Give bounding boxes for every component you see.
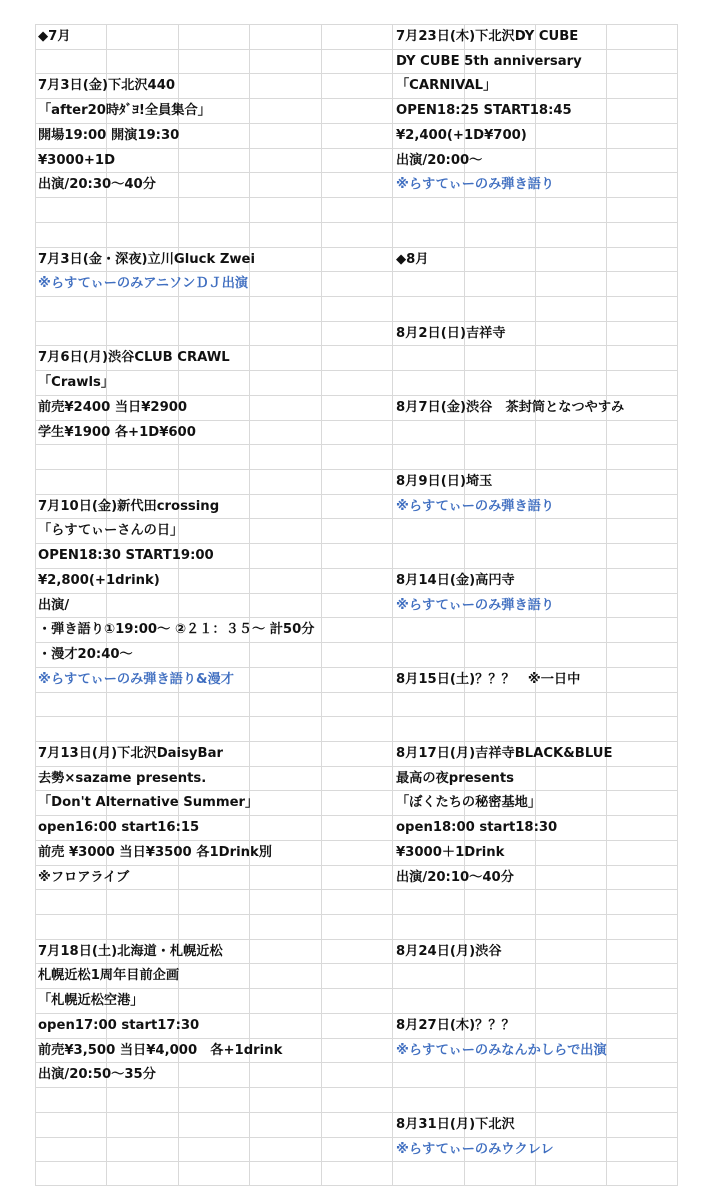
- right-column-cell[interactable]: 8月7日(金)渋谷 茶封筒となつやすみ: [396, 399, 625, 415]
- left-column-cell[interactable]: 出演/20:30〜40分: [38, 177, 156, 193]
- sheet-row: [35, 889, 678, 914]
- sheet-row: [35, 1062, 678, 1087]
- left-column-cell[interactable]: ◆7月: [38, 29, 71, 44]
- right-column-cell[interactable]: 8月27日(木)？？？: [396, 1017, 515, 1033]
- right-column-cell[interactable]: 8月17日(月)吉祥寺BLACK&BLUE: [396, 745, 613, 761]
- right-column-cell[interactable]: ¥2,400(+1D¥700): [396, 127, 527, 143]
- left-column-cell[interactable]: ※フロアライブ: [38, 869, 130, 885]
- sheet-row: [35, 988, 678, 1013]
- right-column-cell[interactable]: ※らすてぃーのみなんかしらで出演: [396, 1042, 607, 1058]
- right-column-cell[interactable]: ◆8月: [396, 251, 429, 267]
- right-column-cell[interactable]: 8月15日(土)？？？ ※一日中: [396, 671, 581, 687]
- left-column-cell[interactable]: 前売¥2400 当日¥2900: [38, 399, 188, 415]
- sheet-row: [35, 1112, 678, 1137]
- right-column-cell[interactable]: 「ぼくたちの秘密基地」: [396, 795, 542, 811]
- left-column-cell[interactable]: open17:00 start17:30: [38, 1017, 200, 1033]
- sheet-row: [35, 1013, 678, 1038]
- right-column-cell[interactable]: ※らすてぃーのみ弾き語り: [396, 498, 555, 514]
- sheet-row: [35, 790, 678, 815]
- left-column-cell[interactable]: 7月10日(金)新代田crossing: [38, 498, 220, 514]
- sheet-row: [35, 593, 678, 618]
- sheet-row: [35, 247, 678, 272]
- right-column-cell[interactable]: 出演/20:10〜40分: [396, 869, 514, 885]
- sheet-row: [35, 370, 678, 395]
- right-column-cell[interactable]: 8月2日(日)吉祥寺: [396, 325, 506, 341]
- left-column-cell[interactable]: 7月6日(月)渋谷CLUB CRAWL: [38, 350, 230, 366]
- sheet-row: [35, 271, 678, 296]
- sheet-row: [35, 395, 678, 420]
- left-column-cell[interactable]: 「after20時ﾀﾞﾖ!全員集合」: [38, 103, 211, 119]
- right-column-cell[interactable]: DY CUBE 5th anniversary: [396, 53, 582, 69]
- sheet-row: [35, 865, 678, 890]
- right-column-cell[interactable]: ¥3000＋1Drink: [396, 844, 505, 860]
- left-column-cell[interactable]: ・漫才20:40〜: [38, 647, 133, 663]
- right-column-cell[interactable]: 8月14日(金)高円寺: [396, 572, 515, 588]
- sheet-row: [35, 98, 678, 123]
- right-column-cell[interactable]: 最高の夜presents: [396, 770, 514, 786]
- sheet-row: [35, 667, 678, 692]
- left-column-cell[interactable]: 7月18日(土)北海道・札幌近松: [38, 943, 223, 959]
- sheet-row: [35, 543, 678, 568]
- sheet-row: [35, 939, 678, 964]
- sheet-row: [35, 345, 678, 370]
- left-column-cell[interactable]: ※らすてぃーのみアニソンＤＪ出演: [38, 276, 249, 292]
- left-column-cell[interactable]: 前売 ¥3000 当日¥3500 各1Drink別: [38, 844, 272, 860]
- sheet-row: [35, 494, 678, 519]
- schedule-sheet: [35, 24, 678, 1186]
- right-column-cell[interactable]: 出演/20:00〜: [396, 152, 483, 168]
- left-column-cell[interactable]: 「Don't Alternative Summer」: [38, 795, 259, 811]
- sheet-row: [35, 716, 678, 741]
- sheet-row: [35, 24, 678, 49]
- left-column-cell[interactable]: ¥2,800(+1drink): [38, 572, 160, 588]
- sheet-row: [35, 123, 678, 148]
- sheet-row: [35, 840, 678, 865]
- sheet-row: [35, 420, 678, 445]
- right-column-cell[interactable]: open18:00 start18:30: [396, 820, 558, 836]
- left-column-cell[interactable]: ・弾き語り①19:00〜 ②２１：３５〜 計50分: [38, 622, 315, 638]
- sheet-row: [35, 1161, 678, 1186]
- sheet-row: [35, 444, 678, 469]
- right-column-cell[interactable]: ※らすてぃーのみ弾き語り: [396, 597, 555, 613]
- left-column-cell[interactable]: 学生¥1900 各+1D¥600: [38, 424, 196, 440]
- sheet-row: [35, 518, 678, 543]
- left-column-cell[interactable]: 「Crawls」: [38, 375, 115, 391]
- sheet-row: [35, 963, 678, 988]
- sheet-row: [35, 815, 678, 840]
- sheet-row: [35, 1038, 678, 1063]
- right-column-cell[interactable]: 8月24日(月)渋谷: [396, 943, 502, 959]
- sheet-row: [35, 914, 678, 939]
- left-column-cell[interactable]: 開場19:00 開演19:30: [38, 127, 180, 143]
- sheet-row: [35, 148, 678, 173]
- left-column-cell[interactable]: 出演/20:50〜35分: [38, 1067, 156, 1083]
- sheet-row: [35, 642, 678, 667]
- left-column-cell[interactable]: OPEN18:30 START19:00: [38, 548, 214, 564]
- sheet-row: [35, 321, 678, 346]
- left-column-cell[interactable]: 「らすてぃーさんの日」: [38, 523, 184, 539]
- left-column-cell[interactable]: 札幌近松1周年目前企画: [38, 968, 180, 984]
- left-column-cell[interactable]: 出演/: [38, 597, 70, 613]
- sheet-row: [35, 617, 678, 642]
- sheet-row: [35, 172, 678, 197]
- right-column-cell[interactable]: ※らすてぃーのみウクレレ: [396, 1141, 554, 1157]
- left-column-cell[interactable]: open16:00 start16:15: [38, 820, 200, 836]
- sheet-row: [35, 73, 678, 98]
- right-column-cell[interactable]: ※らすてぃーのみ弾き語り: [396, 177, 555, 193]
- sheet-row: [35, 766, 678, 791]
- sheet-row: [35, 568, 678, 593]
- left-column-cell[interactable]: 7月13日(月)下北沢DaisyBar: [38, 745, 223, 761]
- left-column-cell[interactable]: ¥3000+1D: [38, 152, 116, 168]
- right-column-cell[interactable]: 8月31日(月)下北沢: [396, 1116, 515, 1132]
- left-column-cell[interactable]: 「札幌近松空港」: [38, 993, 144, 1009]
- sheet-row: [35, 296, 678, 321]
- sheet-row: [35, 1137, 678, 1162]
- sheet-row: [35, 469, 678, 494]
- sheet-row: [35, 197, 678, 222]
- left-column-cell[interactable]: 7月3日(金・深夜)立川Gluck Zwei: [38, 251, 256, 267]
- right-column-cell[interactable]: 7月23日(木)下北沢DY CUBE: [396, 29, 579, 44]
- sheet-row: [35, 741, 678, 766]
- left-column-cell[interactable]: 去勢×sazame presents.: [38, 770, 207, 786]
- left-column-cell[interactable]: 7月3日(金)下北沢440: [38, 78, 176, 94]
- right-column-cell[interactable]: 「CARNIVAL」: [396, 78, 497, 94]
- sheet-row: [35, 222, 678, 247]
- left-column-cell[interactable]: 前売¥3,500 当日¥4,000 各+1drink: [38, 1042, 283, 1058]
- sheet-row: [35, 1087, 678, 1112]
- right-column-cell[interactable]: 8月9日(日)埼玉: [396, 474, 493, 490]
- left-column-cell[interactable]: ※らすてぃーのみ弾き語り&漫才: [38, 671, 234, 687]
- sheet-row: [35, 692, 678, 717]
- right-column-cell[interactable]: OPEN18:25 START18:45: [396, 103, 572, 119]
- sheet-row: [35, 49, 678, 74]
